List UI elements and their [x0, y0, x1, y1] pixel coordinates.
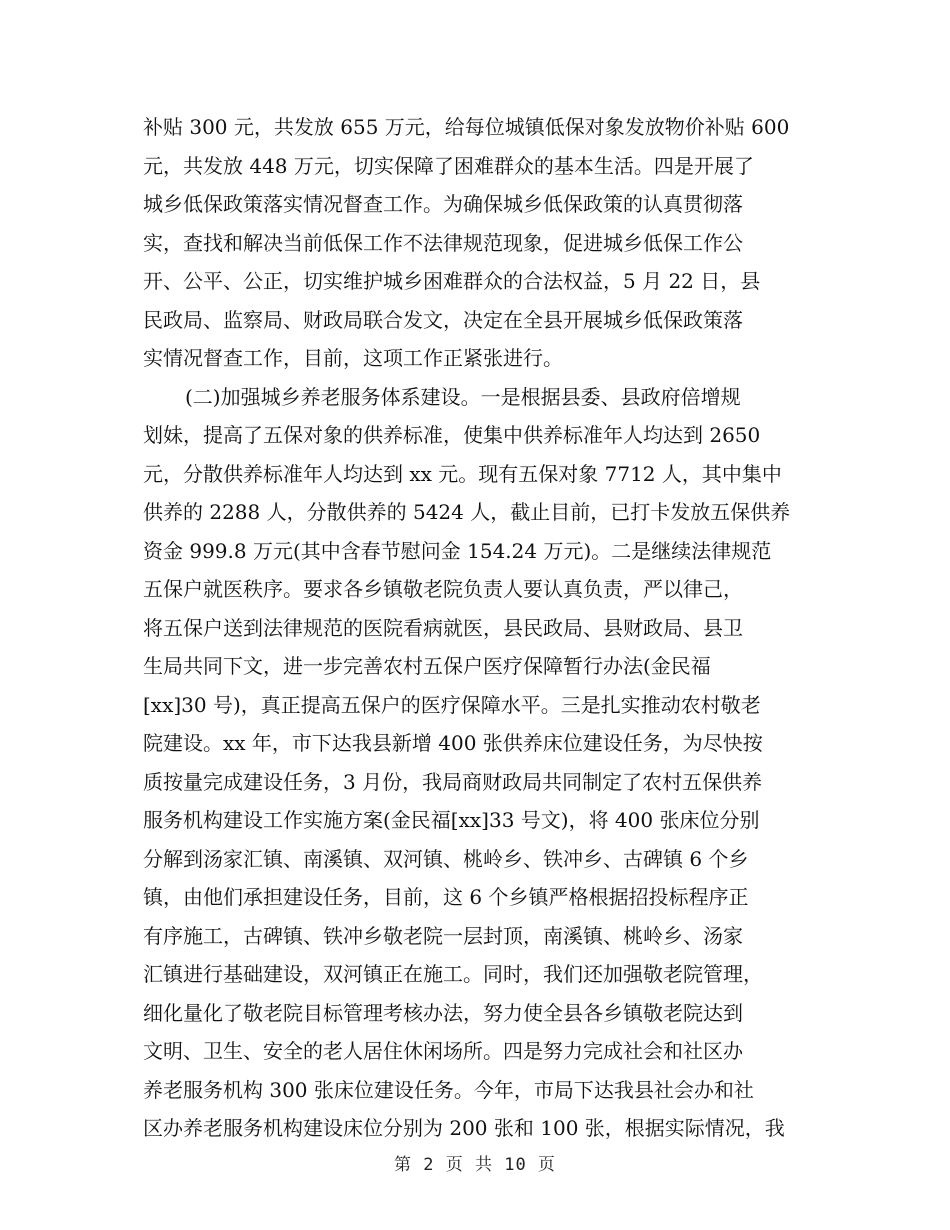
paragraph-start-line: (二)加强城乡养老服务体系建设。一是根据县委、县政府倍增规 [185, 384, 741, 409]
body-text [0, 108, 950, 1148]
text-line: 文明、卫生、安全的老人居住休闲场所。四是努力完成社会和社区办 [143, 1039, 743, 1063]
text-line: 质按量完成建设任务，3 月份，我局商财政局共同制定了农村五保供养 [143, 769, 763, 794]
text-line: 元，分散供养标准年人均达到 xx 元。现有五保对象 7712 人，其中集中 [143, 461, 782, 486]
text-line: 开、公平、公正，切实维护城乡困难群众的合法权益，5 月 22 日，县 [143, 269, 761, 293]
text-line: 供养的 2288 人，分散供养的 5424 人，截止目前，已打卡发放五保供养 [143, 500, 791, 524]
text-line: 分解到汤家汇镇、南溪镇、双河镇、桃岭乡、铁冲乡、古碑镇 6 个乡 [143, 846, 749, 871]
text-line: 划妹，提高了五保对象的供养标准，使集中供养标准年人均达到 2650 [143, 423, 761, 447]
text-line: 实情况督查工作，目前，这项工作正紧张进行。 [143, 346, 563, 370]
text-line: 服务机构建设工作实施方案(金民福[xx]33 号文)，将 400 张床位分别 [143, 808, 760, 832]
text-line: 细化量化了敬老院目标管理考核办法，努力使全县各乡镇敬老院达到 [143, 1000, 743, 1025]
text-line: [xx]30 号)，真正提高五保户的医疗保障水平。三是扎实推动农村敬老 [143, 692, 761, 717]
text-line: 元，共发放 448 万元，切实保障了困难群众的基本生活。四是开展了 [143, 153, 754, 178]
text-line: 院建设。xx 年，市下达我县新增 400 张供养床位建设任务，为尽快按 [143, 731, 763, 755]
text-line: 汇镇进行基础建设，双河镇正在施工。同时，我们还加强敬老院管理， [143, 962, 763, 986]
text-line: 生局共同下文，进一步完善农村五保户医疗保障暂行办法(金民福 [143, 654, 711, 678]
text-line: 补贴 300 元，共发放 655 万元，给每位城镇低保对象发放物价补贴 600 [143, 115, 790, 139]
text-line: 五保户就医秩序。要求各乡镇敬老院负责人要认真负责，严以律己， [143, 577, 743, 601]
text-line: 城乡低保政策落实情况督查工作。为确保城乡低保政策的认真贯彻落 [143, 192, 743, 216]
text-line: 养老服务机构 300 张床位建设任务。今年，市局下达我县社会办和社 [143, 1077, 754, 1102]
text-line: 有序施工，古碑镇、铁冲乡敬老院一层封顶，南溪镇、桃岭乡、汤家 [143, 923, 743, 948]
page-number-footer: 第 2 页 共 10 页 [394, 1155, 556, 1175]
text-line: 民政局、监察局、财政局联合发文，决定在全县开展城乡低保政策落 [143, 307, 743, 332]
text-line: 资金 999.8 万元(其中含春节慰问金 154.24 万元)。二是继续法律规范 [143, 538, 772, 563]
text-line: 将五保户送到法律规范的医院看病就医，县民政局、县财政局、县卫 [143, 615, 743, 640]
text-line: 实，查找和解决当前低保工作不法律规范现象，促进城乡低保工作公 [143, 230, 743, 255]
text-line: 区办养老服务机构建设床位分别为 200 张和 100 张，根据实际情况，我 [143, 1116, 785, 1140]
text-line: 镇，由他们承担建设任务，目前，这 6 个乡镇严格根据招投标程序正 [143, 885, 749, 909]
